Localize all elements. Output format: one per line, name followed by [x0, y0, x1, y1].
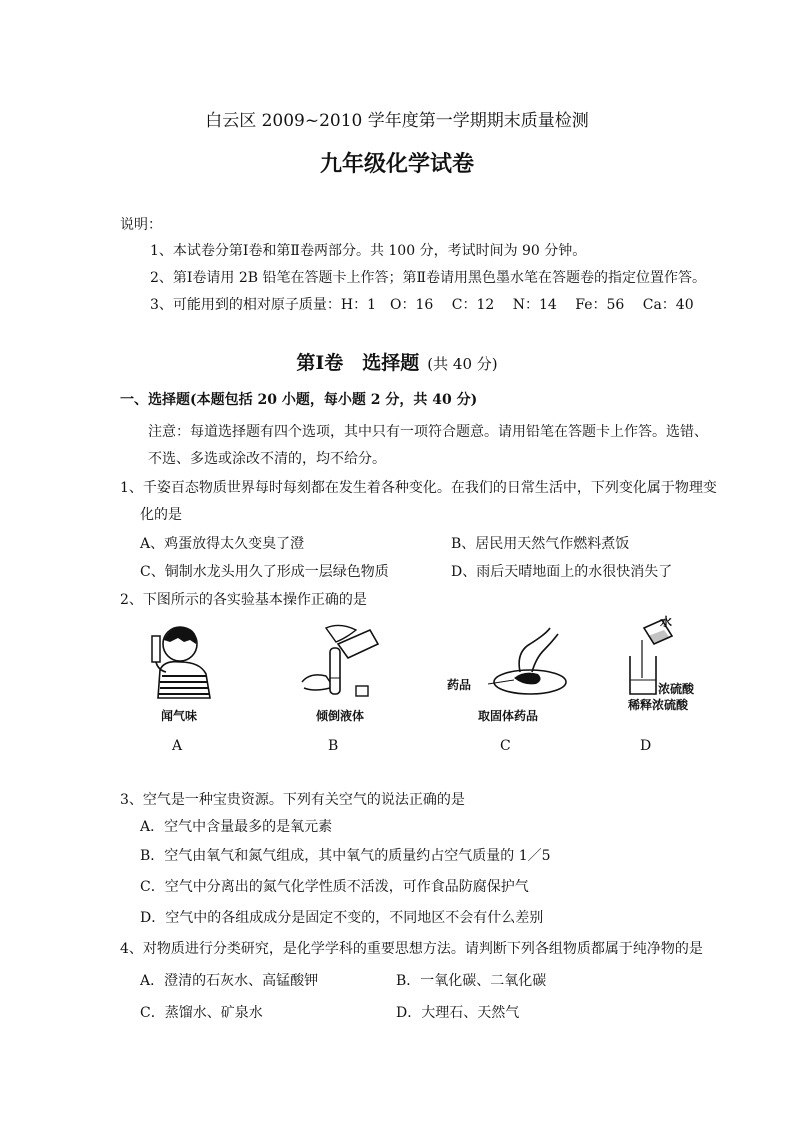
answer-option: C、铜制水龙头用久了形成一层绿色物质: [140, 564, 389, 580]
section-title-text: 第Ⅰ卷 选择题: [296, 352, 420, 374]
instruction-item: 2、第Ⅰ卷请用 2B 铅笔在答题卡上作答；第Ⅱ卷请用黑色墨水笔在答题卷的指定位置作答。: [150, 270, 707, 286]
smell-illustration: [140, 618, 220, 718]
exam-title: 九年级化学试卷: [319, 151, 474, 177]
answer-option: D．大理石、天然气: [396, 1005, 520, 1021]
figure-label-item: 药品: [447, 678, 472, 692]
answer-option: D．空气中的各组成成分是固定不变的，不同地区不会有什么差别: [140, 910, 544, 926]
pour-illustration: [296, 622, 386, 704]
solid-illustration: [480, 628, 580, 700]
figure-pour: [296, 622, 386, 704]
exam-subtitle: 白云区 2009~2010 学年度第一学期期末质量检测: [205, 111, 589, 131]
instruction-item: 1、本试卷分第Ⅰ卷和第Ⅱ卷两部分。共 100 分，考试时间为 90 分钟。: [150, 243, 587, 259]
instructions-label: 说明：: [120, 217, 162, 233]
question-stem: 化的是: [140, 507, 182, 523]
question-stem: 4、对物质进行分类研究，是化学学科的重要思想方法。请判断下列各组物质都属于纯净物的是: [120, 941, 703, 957]
figure-caption: 稀释浓硫酸: [628, 698, 689, 712]
answer-option: A．澄清的石灰水、高锰酸钾: [140, 973, 319, 989]
part-heading: 一、选择题(本题包括 20 小题，每小题 2 分，共 40 分): [120, 392, 478, 408]
figure-label-acid: 浓硫酸: [658, 682, 695, 696]
figure-smell: [140, 618, 220, 718]
section-points: (共 40 分): [427, 355, 498, 373]
question-stem: 3、空气是一种宝贵资源。下列有关空气的说法正确的是: [120, 792, 465, 808]
section-title: [0, 348, 794, 375]
answer-option: A．空气中含量最多的是氧元素: [140, 819, 333, 835]
question-stem: 1、千姿百态物质世界每时每刻都在发生着各种变化。在我们的日常生活中，下列变化属于物理变: [120, 480, 717, 496]
answer-option: B．空气由氧气和氮气组成，其中氧气的质量约占空气质量的 1／5: [140, 848, 551, 864]
figure-caption: 取固体药品: [478, 709, 539, 723]
answer-option: B、居民用天然气作燃料煮饭: [451, 536, 630, 552]
figure-letter: A: [172, 738, 183, 754]
figure-letter: B: [328, 738, 339, 754]
figure-caption: 闻气味: [161, 709, 198, 723]
instruction-item: 3、可能用到的相对原子质量：H：1 O：16 C：12 N：14 Fe：56 Ca：40: [150, 297, 694, 313]
figure-label-water: 水: [660, 615, 673, 629]
answer-option: C．蒸馏水、矿泉水: [140, 1005, 263, 1021]
answer-option: D、雨后天晴地面上的水很快消失了: [451, 564, 673, 580]
figure-solid: [480, 628, 580, 700]
answer-option: A、鸡蛋放得太久变臭了澄: [140, 536, 305, 552]
question-stem: 2、下图所示的各实验基本操作正确的是: [120, 592, 367, 608]
figure-letter: C: [500, 738, 511, 754]
part-note: 不选、多选或涂改不清的，均不给分。: [148, 451, 386, 467]
figure-letter: D: [640, 738, 652, 754]
answer-option: B．一氧化碳、二氧化碳: [396, 973, 547, 989]
part-note: 注意：每道选择题有四个选项，其中只有一项符合题意。请用铅笔在答题卡上作答。选错、: [148, 424, 708, 440]
answer-option: C．空气中分离出的氮气化学性质不活泼，可作食品防腐保护气: [140, 879, 529, 895]
figure-caption: 倾倒液体: [316, 709, 365, 723]
